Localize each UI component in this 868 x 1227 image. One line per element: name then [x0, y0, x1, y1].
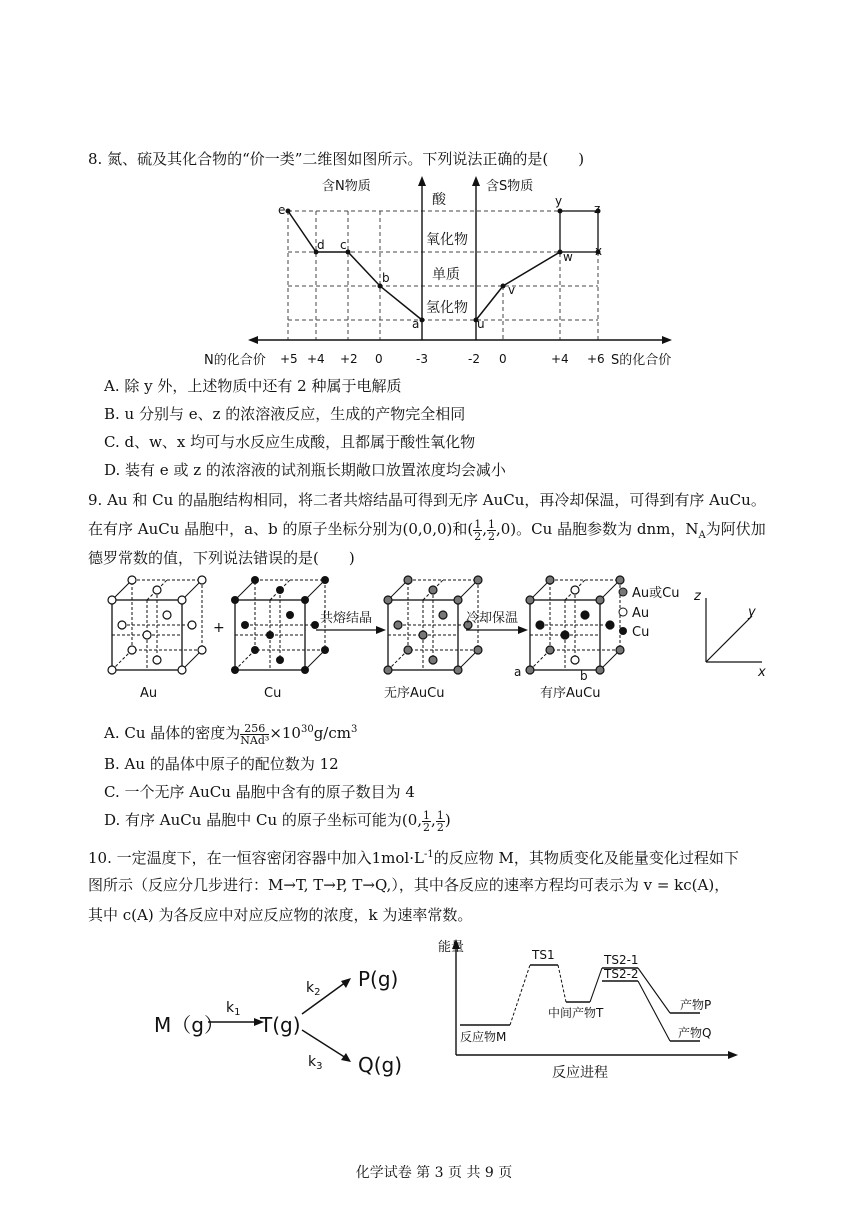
page-footer: 化学试卷 第 3 页 共 9 页: [355, 1165, 513, 1181]
label-ts2-1: TS2-1: [604, 953, 639, 967]
s-tick-m2: -2: [468, 352, 480, 366]
q9-option-b: B. Au 的晶体中原子的配位数为 12: [104, 755, 339, 773]
fig-arrow1-label: 共熔结晶: [320, 611, 373, 626]
q9-option-d: D. 有序 AuCu 晶胞中 Cu 的原子坐标可能为(0, $\frac{1}{2}$ , $\frac{1}{2}$ ): [104, 808, 451, 834]
n-tick-0: 0: [375, 352, 383, 366]
pt-u: u: [477, 317, 485, 331]
n-title: 含N物质: [322, 179, 371, 194]
axis-y: y: [748, 605, 756, 620]
n-tick-4: +4: [307, 352, 325, 366]
q9-crystal-figure: [0, 570, 868, 710]
fig-arrow2-label: 冷却保温: [466, 611, 519, 626]
scheme-k2: $k_2$: [306, 980, 321, 998]
label-cu: Cu: [264, 686, 282, 701]
scheme-k1: $k_1$: [226, 1000, 241, 1018]
label-ts1: TS1: [532, 948, 555, 962]
legend-cu: Cu: [632, 625, 650, 640]
pt-c: c: [340, 238, 347, 252]
n-tick-m3: -3: [416, 352, 428, 366]
scheme-m: M（g）: [154, 1013, 224, 1037]
cat-acid: 酸: [432, 192, 446, 208]
q8-valence-class-chart: [0, 0, 868, 380]
pt-a: a: [412, 317, 420, 331]
s-title: 含S物质: [486, 179, 534, 194]
scheme-k3: $k_3$: [308, 1054, 323, 1072]
n-axis-label: N的化合价: [204, 353, 266, 368]
scheme-q: Q(g): [358, 1053, 403, 1077]
s-axis-label: S的化合价: [611, 353, 672, 368]
label-intermediate-t: 中间产物T: [548, 1006, 604, 1020]
legend-au-or-cu: Au或Cu: [632, 586, 680, 601]
q9-line1: 9. Au 和 Cu 的晶胞结构相同，将二者共熔结晶可得到无序 AuCu，再冷却保温，可得到有序 AuCu。: [88, 491, 766, 509]
label-reactant-m: 反应物M: [460, 1030, 507, 1044]
q10-line3: 其中 c(A) 为各反应中对应反应物的浓度，k 为速率常数。: [88, 906, 473, 924]
pt-b: b: [382, 271, 390, 285]
cat-oxide: 氧化物: [426, 232, 468, 248]
fig-point-a: a: [514, 665, 522, 679]
scheme-p: P(g): [358, 967, 399, 991]
q9-line3: 德罗常数的值，下列说法错误的是( ): [88, 549, 355, 567]
axis-z: z: [694, 589, 701, 604]
fig-point-b: b: [580, 669, 588, 683]
q8-option-d: D. 装有 e 或 z 的浓溶液的试剂瓶长期敞口放置浓度均会减小: [104, 461, 506, 479]
q10-line1: 10. 一定温度下，在一恒容密闭容器中加入$1mol\cdot L^{-1}$的反应物 M，其物质变化及能量变化过程如下: [88, 849, 739, 867]
n-tick-2: +2: [340, 352, 358, 366]
q9-option-a: A. Cu 晶体的密度为 $\frac{256}{\text{NAd³}}$ $\times 10^{30}g/cm^3$: [104, 721, 358, 747]
q10-energy-diagram: [430, 935, 750, 1085]
label-product-p: 产物P: [680, 998, 712, 1012]
energy-x-label: 反应进程: [552, 1065, 608, 1081]
q8-option-a: A. 除 y 外，上述物质中还有 2 种属于电解质: [104, 377, 402, 395]
q10-line2: 图所示（反应分几步进行：M→T, T→P, T→Q,），其中各反应的速率方程均可表示为 v = kc(A)，: [88, 876, 730, 894]
legend-au: Au: [632, 606, 650, 621]
cat-hydride: 氢化物: [426, 300, 468, 316]
label-ts2-2: TS2-2: [604, 967, 639, 981]
label-product-q: 产物Q: [678, 1026, 712, 1040]
pt-y: y: [555, 194, 563, 208]
q8-option-b: B. u 分别与 e、z 的浓溶液反应，生成的产物完全相同: [104, 405, 466, 423]
label-au: Au: [140, 686, 158, 701]
energy-y-label: 能量: [438, 940, 465, 955]
axis-x: x: [758, 665, 766, 680]
label-disordered: 无序AuCu: [384, 686, 445, 701]
s-tick-6: +6: [587, 352, 605, 366]
scheme-t: T(g): [260, 1013, 301, 1037]
pt-z: z: [594, 202, 601, 216]
cat-element: 单质: [432, 267, 460, 283]
pt-e: e: [278, 203, 286, 217]
q8-stem: 8. 氮、硫及其化合物的“价一类”二维图如图所示。下列说法正确的是( ): [88, 150, 585, 168]
n-tick-5: +5: [280, 352, 298, 366]
fig-plus: +: [213, 620, 225, 636]
q9-option-c: C. 一个无序 AuCu 晶胞中含有的原子数目为 4: [104, 783, 415, 801]
s-tick-4: +4: [551, 352, 569, 366]
s-tick-0: 0: [499, 352, 507, 366]
pt-v: v: [508, 283, 516, 297]
label-ordered: 有序AuCu: [540, 686, 601, 701]
pt-x: x: [595, 244, 603, 258]
q8-option-c: C. d、w、x 均可与水反应生成酸，且都属于酸性氧化物: [104, 433, 476, 451]
pt-w: w: [563, 250, 573, 264]
pt-d: d: [317, 238, 325, 252]
q9-line2: 在有序 AuCu 晶胞中，a、b 的原子坐标分别为(0,0,0)和( $\frac{1}{2}$ , $\frac{1}{2}$ ,0)。Cu 晶胞参数为 dnm，$N_A$为阿伏加: [88, 517, 766, 543]
